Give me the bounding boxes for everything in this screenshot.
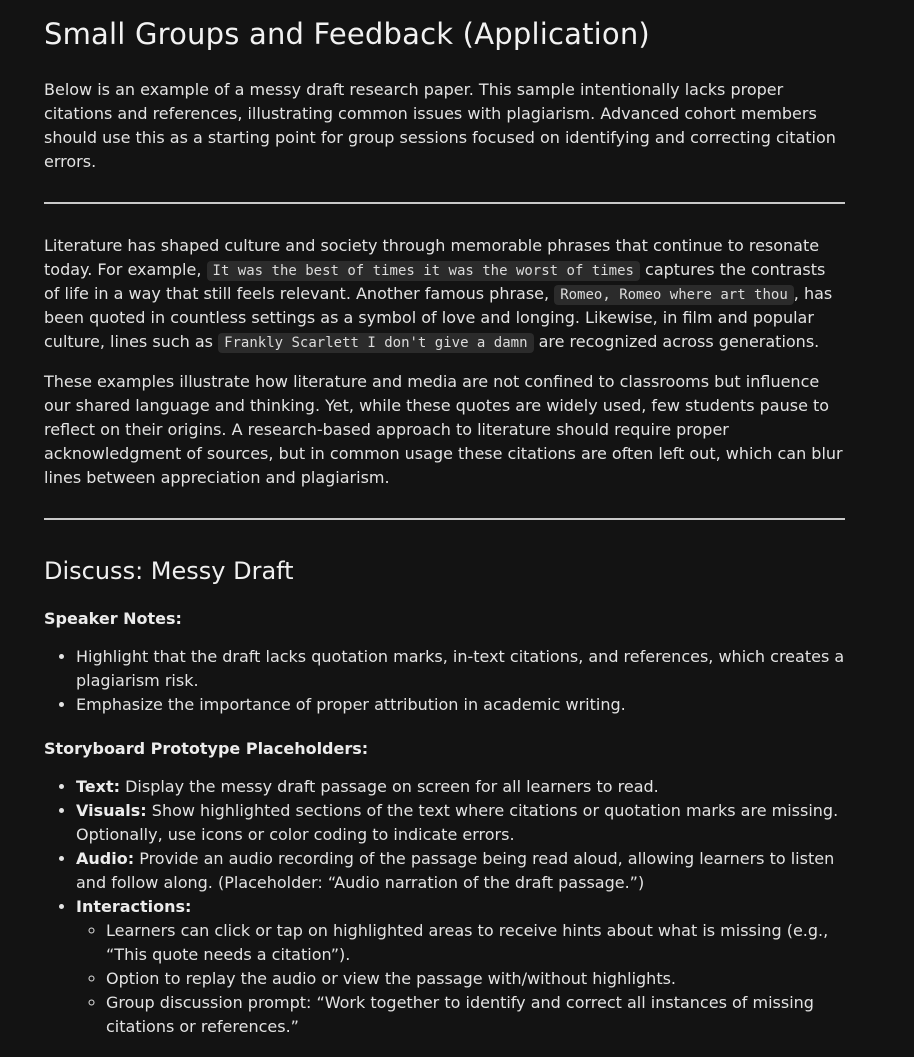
paragraph-text: , has been quoted in countless settings as a symbol of love and longing. Likewise, in film and popular culture, lines such as — [44, 283, 833, 351]
item-text: Provide an audio recording of the passage being read aloud, allowing learners to listen and follow along. (Placeholder: “Audio narration of the draft passage.”) — [76, 848, 835, 892]
sub-list-item: ◦ Learners can click or tap on highlighted areas to receive hints about what is missing (e.g., “This quote needs a citation”). — [106, 919, 845, 967]
speaker-notes-list — [44, 645, 845, 717]
item-label: Visuals: — [76, 800, 147, 820]
storyboard-label: Storyboard Prototype Placeholders: — [44, 738, 369, 758]
paragraph-text: Literature has shaped culture and society through memorable phrases that continue to resonate today. For example, — [44, 235, 820, 279]
page-title: Small Groups and Feedback (Application) — [44, 17, 650, 51]
divider-top — [44, 202, 845, 204]
list-item: • Highlight that the draft lacks quotation marks, in-text citations, and references, which creates a plagiarism risk. — [76, 645, 845, 693]
item-label: Interactions: — [76, 896, 192, 916]
sub-list-item: ◦ Option to replay the audio or view the passage with/without highlights. — [106, 967, 845, 991]
list-item-interactions — [76, 895, 845, 1039]
item-label: Text: — [76, 776, 121, 796]
item-label: Audio: — [76, 848, 135, 868]
document-body — [44, 16, 845, 1039]
list-item-audio — [76, 847, 845, 895]
inline-quote-code-3: Frankly Scarlett I don't give a damn — [218, 333, 533, 353]
list-item-text — [76, 775, 845, 799]
item-text: Show highlighted sections of the text where citations or quotation marks are missing. Optionally, use icons or color coding to indicate errors. — [76, 800, 839, 844]
sub-list-item: ◦ Group discussion prompt: “Work together to identify and correct all instances of missing citations or references.” — [106, 991, 845, 1039]
literature-paragraph — [44, 234, 845, 354]
speaker-notes-label: Speaker Notes: — [44, 608, 182, 628]
examples-paragraph: These examples illustrate how literature and media are not confined to classrooms but influence our shared language and thinking. Yet, while these quotes are widely used, few students pause to reflect on their origins. A research-based approach to literature should require proper acknowledgment of sources, but in common usage these citations are often left out, which can blur lines between appreciation and plagiarism. — [44, 371, 843, 487]
interactions-sublist — [76, 919, 845, 1039]
list-item: • Emphasize the importance of proper attribution in academic writing. — [76, 693, 845, 717]
storyboard-list — [44, 775, 845, 1039]
list-item-visuals — [76, 799, 845, 847]
paragraph-text: are recognized across generations. — [533, 331, 820, 351]
paragraph-text: captures the contrasts of life in a way that still feels relevant. Another famous phrase, — [44, 259, 826, 303]
item-text: Display the messy draft passage on screen for all learners to read. — [120, 776, 659, 796]
section-heading: Discuss: Messy Draft — [44, 556, 294, 585]
intro-paragraph: Below is an example of a messy draft research paper. This sample intentionally lacks proper citations and references, illustrating common issues with plagiarism. Advanced cohort members should use this as a starting point for group sessions focused on identifying and correcting citation errors. — [44, 79, 836, 171]
divider-section — [44, 518, 845, 520]
inline-quote-code-2: Romeo, Romeo where art thou — [554, 285, 794, 305]
inline-quote-code-1: It was the best of times it was the worst of times — [207, 261, 640, 281]
